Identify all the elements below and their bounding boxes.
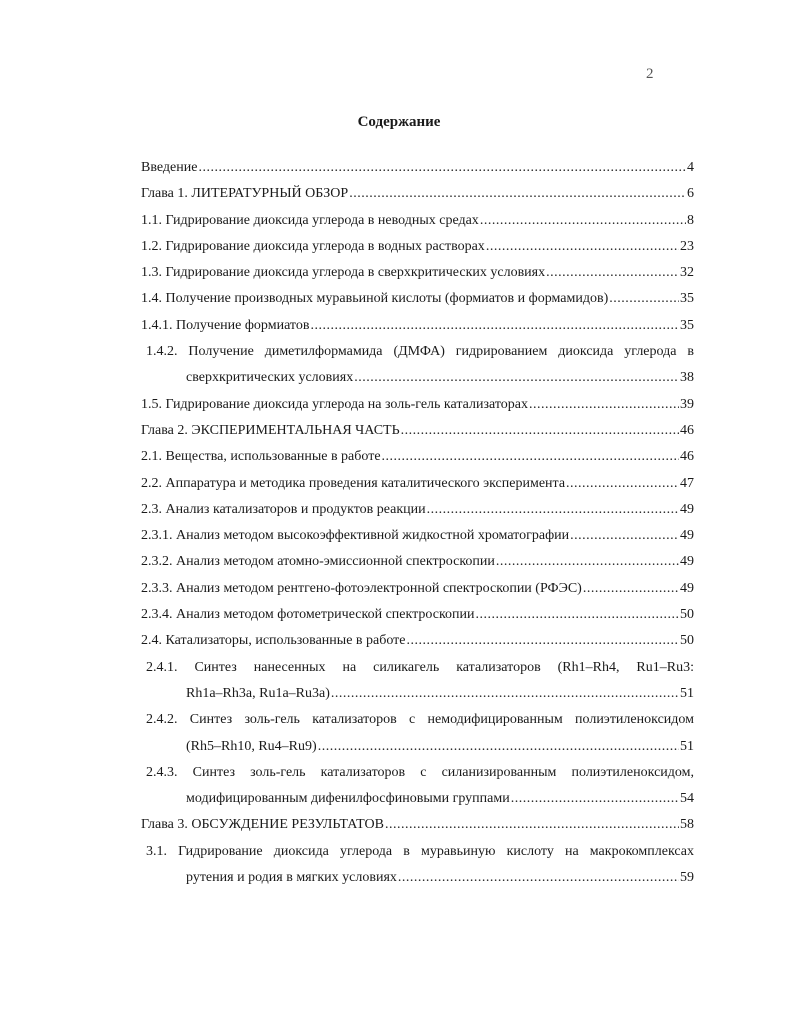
toc-entry-line: 3.1. Гидрирование диоксида углерода в муравьиную кислоту на макрокомплексах bbox=[146, 843, 694, 859]
toc-entry: 2.3. Анализ катализаторов и продуктов реакции ..... 49 bbox=[141, 502, 694, 528]
toc-entry: Введение ..... 4 bbox=[141, 160, 694, 186]
toc-entry: 1.2. Гидрирование диоксида углерода в водных растворах ..... 23 bbox=[141, 239, 694, 265]
toc-entry: 1.4. Получение производных муравьиной кислоты (формиатов и формамидов) ..... 35 bbox=[141, 291, 694, 317]
toc-entry: рутения и родия в мягких условиях ..... 59 bbox=[141, 870, 694, 896]
page-number: 2 bbox=[646, 66, 654, 82]
toc-entry-line: 2.4.1. Синтез нанесенных на силикагель катализаторов (Rh1–Rh4, Ru1–Ru3: bbox=[146, 659, 694, 675]
toc-entry: 2.3.1. Анализ методом высокоэффективной жидкостной хроматографии ..... 49 bbox=[141, 528, 694, 554]
toc-entry-line: 2.4.3. Синтез золь-гель катализаторов с силанизированным полиэтиленоксидом, bbox=[146, 764, 694, 780]
toc-entry: Глава 3. ОБСУЖДЕНИЕ РЕЗУЛЬТАТОВ ..... 58 bbox=[141, 817, 694, 843]
toc-entry: 2.1. Вещества, использованные в работе ..... 46 bbox=[141, 449, 694, 475]
toc-entry: Rh1a–Rh3a, Ru1a–Ru3a) ..... 51 bbox=[141, 686, 694, 712]
toc-entry: 2.4. Катализаторы, использованные в работе ..... 50 bbox=[141, 633, 694, 659]
toc-entry: Глава 1. ЛИТЕРАТУРНЫЙ ОБЗОР ..... 6 bbox=[141, 186, 694, 212]
toc-entry: 1.5. Гидрирование диоксида углерода на золь-гель катализаторах ..... 39 bbox=[141, 397, 694, 423]
toc-entry: 2.2. Аппаратура и методика проведения каталитического эксперимента ..... 47 bbox=[141, 476, 694, 502]
table-of-contents bbox=[141, 160, 694, 896]
toc-entry: сверхкритических условиях ..... 38 bbox=[141, 370, 694, 396]
toc-entry: 1.4.1. Получение формиатов ..... 35 bbox=[141, 318, 694, 344]
toc-entry-line: 2.4.2. Синтез золь-гель катализаторов с немодифицированным полиэтиленоксидом bbox=[146, 712, 694, 728]
toc-entry: 2.3.2. Анализ методом атомно-эмиссионной спектроскопии ..... 49 bbox=[141, 554, 694, 580]
toc-entry: (Rh5–Rh10, Ru4–Ru9) ..... 51 bbox=[141, 739, 694, 765]
toc-entry: Глава 2. ЭКСПЕРИМЕНТАЛЬНАЯ ЧАСТЬ ..... 46 bbox=[141, 423, 694, 449]
toc-entry: 2.3.4. Анализ методом фотометрической спектроскопии ..... 50 bbox=[141, 607, 694, 633]
toc-title: Содержание bbox=[357, 114, 441, 130]
toc-entry-line: 1.4.2. Получение диметилформамида (ДМФА) гидрированием диоксида углерода в bbox=[146, 344, 694, 360]
toc-entry: 1.1. Гидрирование диоксида углерода в неводных средах ..... 8 bbox=[141, 213, 694, 239]
toc-entry: модифицированным дифенилфосфиновыми группами ..... 54 bbox=[141, 791, 694, 817]
toc-entry: 2.3.3. Анализ методом рентгено-фотоэлектронной спектроскопии (РФЭС) ..... 49 bbox=[141, 581, 694, 607]
toc-entry: 1.3. Гидрирование диоксида углерода в сверхкритических условиях ..... 32 bbox=[141, 265, 694, 291]
